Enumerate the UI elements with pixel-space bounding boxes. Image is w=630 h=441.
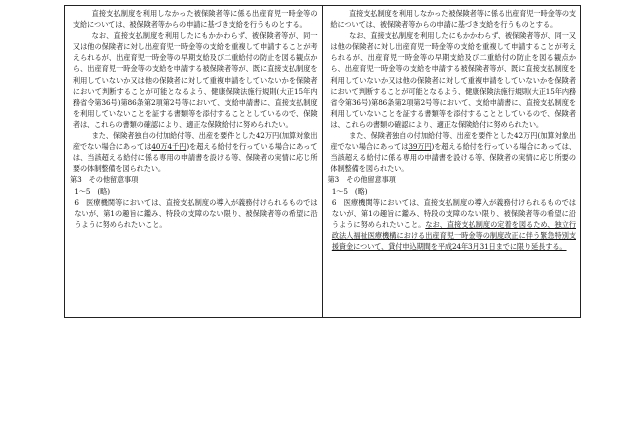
right-item-6-pre: 6 医療機関等においては、直接支払制度の導入が義務付けられるものではないが、第1の趣旨に鑑み、特段の支障のない限り、被保険者等の希望に沿うように努められたいこと。 bbox=[331, 197, 576, 229]
right-paragraph-3-post: )を超える給付を行っている場合にあっては、当該超える給付に係る専用の申請書を設ける等、保険者の実情に応じ所要の体制整備を図られたい。 bbox=[330, 142, 576, 174]
right-paragraph-2: なお、直接支払制度を利用したにもかかわらず、被保険者等が、同一又は他の保険者に対し出産育児一時金等の支給を重複して申請することが考えられるが、出産育児一時金等の早期支給及び二重給付の防止を図る観点から、出産育児一時金等の支給を申請する被保険者等が、既に直接支払制度を利用していないか又は他の保険者に対して重複申請をしていないかを保険者において判断することが可能となるよう、健康保険法施行規則(大正15年内務省令第36号)第86条第2項第2号等において、支給申請書に、直接支払制度を利用していないことを証する書類等を添付することとしているので、保険者は、これらの書類の確認により、適正な保険給付に努められたい。 bbox=[330, 31, 576, 129]
left-paragraph-3 bbox=[70, 130, 318, 174]
left-paragraph-1: 直接支払制度を利用しなかった被保険者等に係る出産育児一時金等の支給については、被保険者等からの申請に基づき支給を行うものとする。 bbox=[72, 9, 318, 30]
left-item-6: 6 医療機関等においては、直接支払制度の導入が義務付けられるものではないが、第1の趣旨に鑑み、特段の支障のない限り、被保険者等の希望に沿うように努められたいこと。 bbox=[74, 197, 318, 229]
right-paragraph-3 bbox=[328, 130, 577, 174]
right-item-6-amendment-underlined: なお、直接支払制度の定着を図るため、独立行政法人福祉医療機構における出産育児一時金等の制度改正に伴う緊急特別支援資金について、貸付申込期間を平成24年3月31日までに限り延長する。 bbox=[331, 219, 576, 251]
left-item-1-5: 1～5 (略) bbox=[74, 186, 110, 196]
right-paragraph-1: 直接支払制度を利用しなかった被保険者等に係る出産育児一時金等の支給については、被保険者等からの申請に基づき支給を行うものとする。 bbox=[330, 9, 576, 30]
right-item-1-5: 1～5 (略) bbox=[331, 186, 368, 196]
left-section-3-heading: 第3 その他留意事項 bbox=[70, 175, 139, 185]
left-paragraph-3-post: )を超える給付を行っている場合にあっては、当該超える給付に係る専用の申請書を設ける等、保険者の実情に応じ所要の体制整備を図られたい。 bbox=[72, 142, 318, 174]
right-item-6 bbox=[328, 197, 577, 252]
right-column bbox=[323, 6, 581, 317]
left-paragraph-3-pre: また、保険者独自の付加給付等、出産を要件とした42万円(加算対象出産でない場合にあっては bbox=[72, 131, 318, 152]
left-paragraph-2: なお、直接支払制度を利用したにもかかわらず、被保険者等が、同一又は他の保険者に対し出産育児一時金等の支給を重複して申請することが考えられるが、出産育児一時金等の早期支給及び二重給付の防止を図る観点から、出産育児一時金等の支給を申請する被保険者等が、既に直接支払制度を利用していないか又は他の保険者に対して重複申請をしていないかを保険者において判断することが可能となるよう、健康保険法施行規則(大正15年内務省令第36号)第86条第2項第2号等において、支給申請書に、直接支払制度を利用していないことを証する書類等を添付することとしているので、保険者は、これらの書類の確認により、適正な保険給付に努められたい。 bbox=[72, 31, 318, 129]
left-amount-underlined: 40万4千円 bbox=[151, 142, 187, 152]
right-section-3-heading: 第3 その他留意事項 bbox=[327, 175, 396, 185]
right-paragraph-3-pre: また、保険者独自の付加給付等、出産を要件とした42万円(加算対象出産でない場合にあっては bbox=[330, 131, 576, 152]
right-amount-underlined: 39万円 bbox=[408, 142, 432, 152]
left-column bbox=[65, 6, 323, 317]
comparison-table bbox=[64, 5, 581, 318]
